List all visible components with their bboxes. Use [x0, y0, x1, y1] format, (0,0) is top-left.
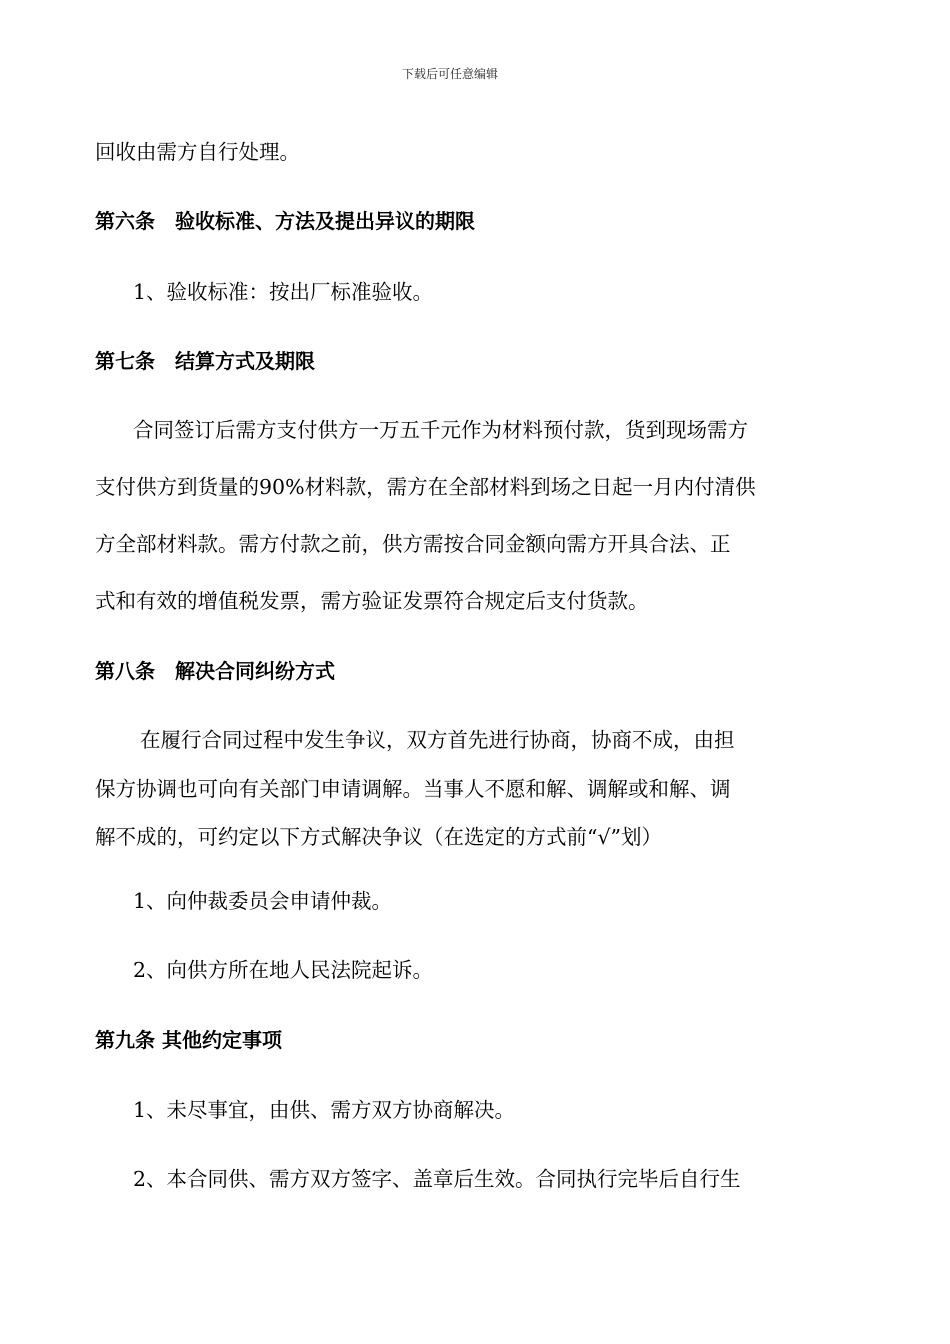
paragraph-line: 回收由需方自行处理。 — [95, 140, 300, 164]
paragraph-line: 支付供方到货量的90%材料款，需方在全部材料到场之日起一月内付清供 — [95, 475, 756, 499]
article-8-heading: 第八条 解决合同纠纷方式 — [95, 659, 335, 683]
article-9-heading: 第九条 其他约定事项 — [95, 1028, 282, 1052]
list-item: 1、未尽事宜，由供、需方双方协商解决。 — [133, 1098, 516, 1122]
paragraph-line: 式和有效的增值税发票，需方验证发票符合规定后支付货款。 — [95, 589, 649, 613]
article-7-heading: 第七条 结算方式及期限 — [95, 349, 315, 373]
paragraph-line: 1、验收标准：按出厂标准验收。 — [133, 280, 434, 304]
paragraph-line: 保方协调也可向有关部门申请调解。当事人不愿和解、调解或和解、调 — [95, 777, 731, 801]
option-item: 1、向仲裁委员会申请仲裁。 — [133, 889, 393, 913]
list-item: 2、本合同供、需方双方签字、盖章后生效。合同执行完毕后自行生 — [133, 1167, 741, 1191]
paragraph-line: 方全部材料款。需方付款之前，供方需按合同金额向需方开具合法、正 — [95, 532, 731, 556]
article-6-heading: 第六条 验收标准、方法及提出异议的期限 — [95, 209, 475, 233]
paragraph-line: 解不成的，可约定以下方式解决争议（在选定的方式前“√”划） — [95, 825, 663, 849]
page-header: 下载后可任意编辑 — [401, 67, 498, 81]
paragraph-line: 在履行合同过程中发生争议，双方首先进行协商，协商不成，由担 — [140, 728, 735, 752]
option-item: 2、向供方所在地人民法院起诉。 — [133, 958, 434, 982]
paragraph-line: 合同签订后需方支付供方一万五千元作为材料预付款，货到现场需方 — [133, 418, 748, 442]
